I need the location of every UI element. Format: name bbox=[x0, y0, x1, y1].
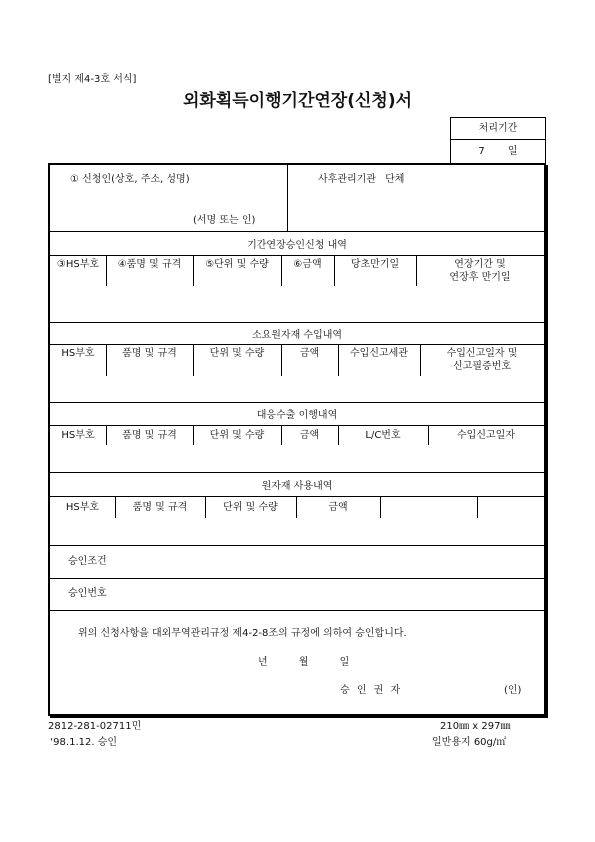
footer-approval-date: ‘98.1.12. 승인 bbox=[50, 737, 118, 748]
footer-form-code: 2812-281-02711민 bbox=[48, 721, 142, 732]
column-header-item-spec bbox=[115, 496, 205, 518]
rule-line bbox=[50, 578, 544, 579]
approval-conditions-label: 승인조건 bbox=[68, 556, 107, 567]
column-header-text: 연장후 만기일 bbox=[449, 272, 511, 283]
column-header-text: 신고필증번호 bbox=[453, 361, 511, 372]
column-header-unit-qty bbox=[193, 255, 281, 286]
column-header-text: ④품명 및 규격 bbox=[117, 259, 182, 270]
approver-seal: (인) bbox=[504, 685, 522, 696]
column-header-hs-code bbox=[50, 496, 115, 518]
column-header-item-spec bbox=[106, 425, 193, 445]
export-performance-title: 대응수출 이행내역 bbox=[256, 410, 338, 421]
column-header-text: ⑥금액 bbox=[293, 259, 322, 270]
column-header-text: ⑤단위 및 수량 bbox=[205, 259, 269, 270]
column-header-item-spec bbox=[106, 255, 193, 286]
column-header-lc-number bbox=[338, 425, 428, 445]
column-header-hs-code bbox=[50, 255, 106, 286]
raw-material-imports-title: 소요원자재 수입내역 bbox=[251, 329, 343, 341]
column-header-text: 품명 및 규격 bbox=[122, 348, 177, 359]
column-header-text: HS부호 bbox=[65, 501, 100, 513]
rule-line bbox=[50, 545, 544, 546]
column-header-unit-qty bbox=[193, 425, 281, 445]
column-header-declaration-date bbox=[428, 425, 544, 445]
column-header-unit-qty bbox=[193, 344, 281, 376]
column-header-text: HS부호 bbox=[61, 348, 95, 359]
processing-period-value: 7 일 bbox=[478, 146, 518, 157]
column-header-text: 단위 및 수량 bbox=[209, 429, 265, 441]
footer-paper-type: 일반용지 60g/㎡ bbox=[432, 737, 507, 748]
rule-line bbox=[50, 610, 544, 611]
column-header-text: 당초만기일 bbox=[350, 259, 400, 270]
column-header-blank bbox=[380, 496, 477, 518]
column-header-amount bbox=[281, 255, 334, 286]
column-header-amount bbox=[296, 496, 380, 518]
extension-request-title: 기간연장승인신청 내역 bbox=[247, 239, 347, 251]
applicant-divider bbox=[287, 165, 288, 231]
column-header-text: 금액 bbox=[299, 429, 320, 441]
column-header-import-declaration bbox=[420, 344, 544, 376]
column-header-text: L/C번호 bbox=[365, 429, 401, 441]
column-header-text: 금액 bbox=[328, 501, 348, 513]
column-header-amount bbox=[281, 344, 338, 376]
column-header-text: ③HS부호 bbox=[56, 259, 100, 270]
column-header-extended-due-date bbox=[416, 255, 544, 286]
column-header-text: 금액 bbox=[299, 348, 320, 359]
column-header-text: 수입신고일자 bbox=[457, 429, 515, 441]
column-header-text: 단위 및 수량 bbox=[209, 348, 265, 359]
column-header-hs-code bbox=[50, 425, 106, 445]
column-header-unit-qty bbox=[205, 496, 296, 518]
column-header-original-due-date bbox=[334, 255, 416, 286]
form-number: [별지 제4-3호 서식] bbox=[48, 74, 137, 85]
raw-material-usage-title: 원자재 사용내역 bbox=[261, 480, 333, 492]
signature-note: (서명 또는 인) bbox=[193, 215, 256, 226]
column-header-text: 품명 및 규격 bbox=[132, 501, 188, 513]
column-header-text: HS부호 bbox=[61, 429, 95, 441]
form-title: 외화획득이행기간연장(신청)서 bbox=[182, 91, 413, 111]
column-header-amount bbox=[281, 425, 338, 445]
column-header-text: 품명 및 규격 bbox=[122, 429, 177, 441]
approval-number-label: 승인번호 bbox=[68, 588, 107, 599]
column-header-item-spec bbox=[106, 344, 193, 376]
column-header-hs-code bbox=[50, 344, 106, 376]
column-header-text: 단위 및 수량 bbox=[223, 501, 278, 513]
approval-statement: 위의 신청사항을 대외무역관리규정 제4-2-8조의 규정에 의하여 승인합니다. bbox=[78, 628, 407, 639]
processing-period-box bbox=[450, 117, 546, 163]
applicant-label: ① 신청인(상호, 주소, 성명) bbox=[70, 174, 190, 185]
date-line: 년 월 일 bbox=[258, 657, 350, 668]
column-header-text: 수입신고세관 bbox=[350, 348, 408, 359]
approver-label: 승 인 권 자 bbox=[340, 685, 401, 696]
column-header-blank bbox=[477, 496, 544, 518]
column-header-customs-office bbox=[338, 344, 420, 376]
footer-paper-size: 210㎜ x 297㎜ bbox=[440, 721, 511, 732]
agency-label: 사후관리기관 단체 bbox=[318, 174, 405, 185]
column-header-text: 연장기간 및 bbox=[454, 259, 506, 270]
column-header-text: 수입신고일자 및 bbox=[446, 348, 518, 359]
processing-period-label: 처리기간 bbox=[451, 118, 545, 140]
